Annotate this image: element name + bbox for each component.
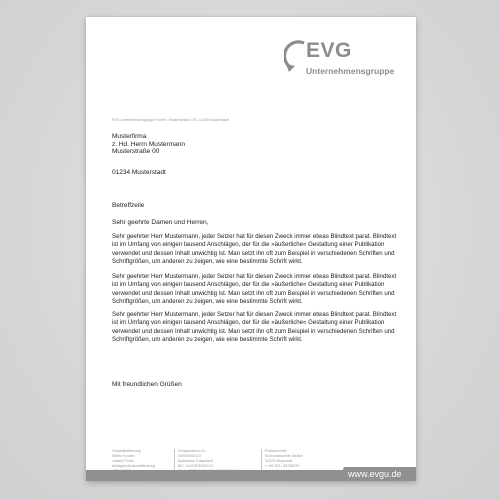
subject-line: Betreffzeile	[112, 202, 145, 209]
footer-line: Juliane Pohle	[112, 459, 134, 464]
footer-line: Kuckucksweiher Straße	[265, 454, 303, 459]
paragraph-line: verwendet und dessen Inhalt unwichtig ist. Man setzt ihn oft zum Beispiel in verschiedenen Schriften und	[112, 327, 395, 335]
recipient-line: Musterstraße 00	[112, 148, 160, 156]
paragraph-line: Schriftgrößen, um anderen zu zeigen, wie eine bestimmte Schrift wirkt.	[112, 297, 303, 305]
footer-line: Sparkasse Düsseldorf	[178, 459, 214, 464]
recipient-zip-city: 01234 Musterstadt	[112, 169, 166, 176]
paragraph-line: Schriftgrößen, um anderen zu zeigen, wie eine bestimmte Schrift wirkt.	[112, 335, 303, 343]
footer-line: DE000000123	[178, 454, 201, 459]
paragraph-line: verwendet und dessen Inhalt unwichtig ist. Man setzt ihn oft zum Beispiel in verschiedenen Schriften und	[112, 289, 395, 297]
footer-line: Geschäftsführung:	[112, 449, 142, 453]
footer-line: 42329 Wuppertal	[265, 459, 293, 464]
logo-wordmark: EVG	[306, 39, 352, 62]
logo-subtitle: Unternehmensgruppe	[306, 66, 395, 76]
paragraph-line: ist im Umfang von einigen tausend Anschlägen, der für die »äußerliche« Gestaltung einer Publikation	[112, 319, 385, 327]
body-paragraph	[112, 273, 400, 306]
sender-line: EVG Unternehmensgruppe GmbH, Musterstraße 100, 12345 Musterstadt	[112, 118, 229, 122]
website-link[interactable]: www.evgu.de	[348, 469, 402, 479]
salutation: Sehr geehrte Damen und Herren,	[112, 219, 209, 226]
letter-sheet	[86, 17, 416, 481]
paragraph-line: verwendet und dessen Inhalt unwichtig ist. Man setzt ihn oft zum Beispiel in verschiedenen Schriften und	[112, 249, 395, 257]
paragraph-line: ist im Umfang von einigen tausend Anschlägen, der für die »äußerliche« Gestaltung einer Publikation	[112, 281, 385, 289]
footer-line: Umsatzsteuer-ID:	[178, 449, 206, 453]
paragraph-line: Schriftgrößen, um anderen zu zeigen, wie eine bestimmte Schrift wirkt.	[112, 257, 303, 265]
footer-line: Stefan Kunkel	[112, 454, 135, 459]
paragraph-line: Sehr geehrter Herr Mustermann, jeder Setzer hat für diesen Zweck immer etwas Blindtext parat. Blindtext	[112, 311, 397, 318]
footer-line: Amtsgericht Aschaffenburg	[112, 464, 155, 469]
recipient-line: Musterfirma	[112, 133, 147, 140]
paragraph-line: Sehr geehrter Herr Mustermann, jeder Setzer hat für diesen Zweck immer etwas Blindtext parat. Blindtext	[112, 233, 397, 240]
paragraph-line: ist im Umfang von einigen tausend Anschlägen, der für die »äußerliche« Gestaltung einer Publikation	[112, 241, 385, 249]
body-paragraph	[112, 233, 400, 266]
recipient-line: z. Hd. Herrn Mustermann	[112, 140, 185, 148]
footer-line: BIC: DUSSDEDDXXX	[178, 464, 214, 469]
recipient-address	[112, 133, 185, 156]
closing-line: Mit freundlichen Grüßen	[112, 381, 182, 388]
company-logo	[284, 37, 409, 82]
footer-line: Postanschrift:	[265, 449, 287, 453]
body-paragraph	[112, 311, 400, 344]
footer-line: t +49 202 / 89798970	[265, 464, 300, 469]
paragraph-line: Sehr geehrter Herr Mustermann, jeder Setzer hat für diesen Zweck immer etwas Blindtext parat. Blindtext	[112, 273, 397, 280]
